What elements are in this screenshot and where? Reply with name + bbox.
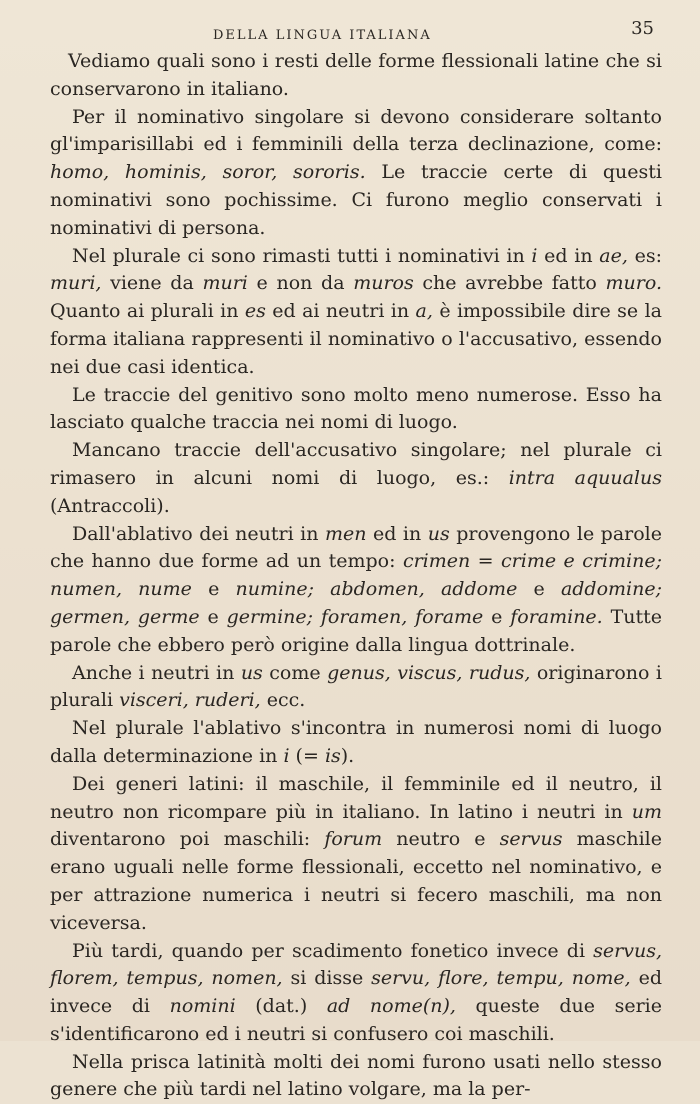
- italic-text: servus: [499, 828, 563, 851]
- text-run: e: [191, 578, 236, 601]
- text-run: neutro e: [382, 828, 500, 851]
- text-run: Le traccie del genitivo sono molto meno numerose. Esso ha lasciato qualche traccia nei nomi di luogo.: [50, 383, 662, 434]
- italic-text: muri,: [50, 272, 102, 295]
- italic-text: muros: [353, 272, 414, 295]
- italic-text: intra aquualus: [508, 466, 662, 489]
- italic-text: ad nome(n),: [326, 995, 456, 1018]
- italic-text: ae,: [599, 244, 628, 267]
- paragraph: [50, 660, 662, 716]
- text-run: ).: [340, 744, 355, 767]
- paragraph: [50, 938, 662, 1049]
- italic-text: muri: [202, 272, 248, 295]
- text-run: (=: [289, 744, 325, 767]
- text-run: Mancano traccie dell'accusativo singolare; nel plurale ci rimasero in alcuni nomi di luogo, es.:: [50, 439, 662, 489]
- body-text: [50, 48, 662, 1104]
- running-title: DELLA LINGUA ITALIANA: [213, 28, 432, 43]
- paragraph: [50, 521, 662, 660]
- text-run: che avrebbe fatto: [413, 272, 606, 295]
- italic-text: genus, viscus, rudus,: [327, 661, 531, 684]
- italic-text: homo, hominis, soror, sororis.: [50, 161, 366, 184]
- italic-text: servu, flore, tempu, nome,: [371, 967, 631, 990]
- text-run: e non da: [247, 272, 354, 295]
- text-run: ed ai neutri in: [265, 300, 416, 323]
- paragraph: [50, 437, 662, 520]
- italic-text: es: [244, 300, 266, 323]
- paragraph: [50, 243, 662, 382]
- text-run: Nella prisca latinità molti dei nomi furono usati nello stesso genere che più tardi nel latino volgare, ma la per-: [50, 1050, 662, 1101]
- italic-text: us: [240, 661, 263, 684]
- text-run: (Antraccoli).: [50, 494, 170, 517]
- italic-text: men: [325, 522, 367, 545]
- text-run: Più tardi, quando per scadimento fonetico invece di: [72, 939, 594, 962]
- italic-text: nomini: [169, 995, 236, 1018]
- text-run: si disse: [282, 967, 372, 990]
- paragraph: [50, 48, 662, 104]
- text-run: e: [483, 605, 511, 628]
- italic-text: um: [631, 800, 662, 823]
- text-run: Le traccie certe di questi nominativi sono pochissime. Ci furono meglio conservati i nominativi di persona.: [50, 161, 662, 239]
- text-run: come: [262, 661, 328, 684]
- italic-text: muro.: [605, 272, 662, 295]
- text-run: provengono le parole che hanno due forme ad un tempo:: [50, 522, 663, 573]
- page-number: 35: [631, 18, 654, 39]
- text-run: ed in: [537, 244, 600, 267]
- text-run: ed invece di: [50, 967, 662, 1018]
- text-run: es:: [627, 244, 662, 267]
- text-run: Dei generi latini: il maschile, il femminile ed il neutro, il neutro non ricompare più in italiano. In latino i neutri in: [50, 772, 662, 823]
- italic-text: forum: [324, 828, 383, 851]
- text-run: ed in: [366, 522, 428, 545]
- italic-text: a,: [415, 300, 433, 323]
- text-run: ecc.: [260, 689, 306, 712]
- paragraph: [50, 715, 662, 771]
- italic-text: germine; foramen, forame: [226, 605, 484, 628]
- text-run: Per il nominativo singolare si devono considerare soltanto gl'imparisillabi ed i femminili della terza declinazione, come:: [50, 105, 662, 156]
- text-run: originarono i plurali: [50, 661, 662, 712]
- text-run: Quanto ai plurali in: [50, 300, 245, 323]
- italic-text: i: [531, 244, 538, 267]
- text-run: è impossibile dire se la forma italiana rappresenti il nominativo o l'accusativo, essendo nei due casi identica.: [50, 300, 662, 378]
- italic-text: is: [324, 744, 341, 767]
- italic-text: addomine; germen, germe: [50, 578, 663, 628]
- running-head: [50, 14, 662, 48]
- text-run: Nel plurale ci sono rimasti tutti i nominativi in: [72, 244, 532, 267]
- italic-text: i: [283, 744, 290, 767]
- text-run: e: [199, 605, 227, 628]
- text-run: Tutte parole che ebbero però origine dalla lingua dottrinale.: [50, 605, 662, 656]
- text-run: (dat.): [235, 995, 327, 1018]
- text-run: Anche i neutri in: [72, 661, 241, 684]
- text-run: maschile erano uguali nelle forme flessionali, eccetto nel nominativo, e per attrazione numerica i neutri si fecero maschili, ma non viceversa.: [50, 828, 662, 934]
- italic-text: crimen = crime e crimine; numen, nume: [50, 550, 662, 601]
- italic-text: foramine.: [510, 605, 603, 628]
- paragraph: [50, 1049, 662, 1104]
- text-run: Nel plurale l'ablativo s'incontra in numerosi nomi di luogo dalla determinazione in: [50, 717, 662, 767]
- text-run: queste due serie s'identificarono ed i neutri si confusero coi maschili.: [50, 995, 662, 1045]
- text-run: diventarono poi maschili:: [50, 828, 325, 851]
- paragraph: [50, 382, 662, 438]
- italic-text: numine; abdomen, addome: [235, 578, 518, 601]
- italic-text: us: [427, 522, 450, 545]
- text-run: Dall'ablativo dei neutri in: [72, 522, 325, 545]
- paragraph: [50, 104, 662, 243]
- text-run: Vediamo quali sono i resti delle forme flessionali latine che si conservarono in italiano.: [50, 50, 662, 100]
- text-run: e: [517, 578, 561, 601]
- italic-text: visceri, ruderi,: [119, 689, 261, 712]
- italic-text: servus, florem, tempus, nomen,: [50, 939, 662, 990]
- text-run: viene da: [101, 272, 203, 295]
- paragraph: [50, 771, 662, 938]
